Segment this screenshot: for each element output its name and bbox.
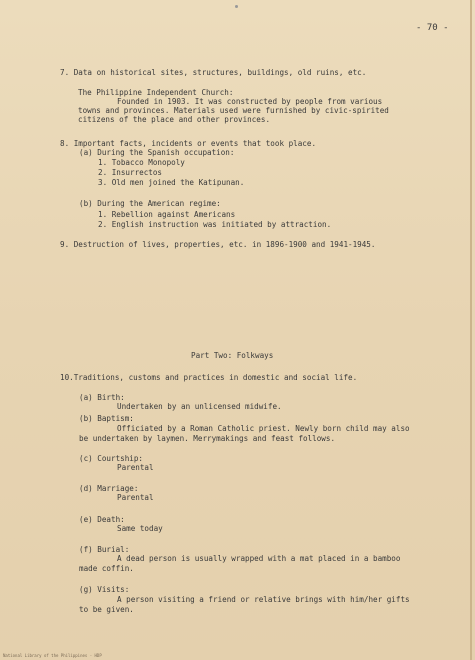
church-line-3: citizens of the place and other provinces. (78, 115, 271, 124)
death-label: (e) Death: (79, 515, 125, 524)
section-7-heading: 7. Data on historical sites, structures, buildings, old ruins, etc. (60, 68, 367, 77)
part-two-heading: Part Two: Folkways (191, 351, 274, 360)
section-10-heading: 10.Traditions, customs and practices in domestic and social life. (60, 373, 358, 382)
church-line-1: Founded in 1903. It was constructed by people from various (117, 97, 383, 106)
death-text: Same today (117, 524, 163, 533)
church-line-2: towns and provinces. Materials used were furnished by civic-spirited (78, 106, 389, 115)
section-9-heading: 9. Destruction of lives, properties, etc. in 1896-1900 and 1941-1945. (60, 240, 376, 249)
courtship-text: Parental (117, 463, 154, 472)
american-item-2: 2. English instruction was initiated by attraction. (98, 220, 332, 229)
visits-label: (g) Visits: (79, 585, 130, 594)
american-regime-heading: (b) During the American regime: (79, 199, 221, 208)
burial-label: (f) Burial: (79, 545, 130, 554)
visits-text-2: to be given. (79, 605, 134, 614)
baptism-text-1: Officiated by a Roman Catholic priest. Newly born child may also (117, 424, 410, 433)
marriage-label: (d) Marriage: (79, 484, 139, 493)
page-number: - 70 - (416, 23, 449, 33)
spanish-item-3: 3. Old men joined the Katipunan. (98, 178, 245, 187)
punch-hole (235, 5, 238, 8)
baptism-label: (b) Baptism: (79, 414, 134, 423)
church-title: The Philippine Independent Church: (78, 88, 234, 97)
burial-text-1: A dead person is usually wrapped with a mat placed in a bamboo (117, 554, 401, 563)
birth-label: (a) Birth: (79, 393, 125, 402)
section-8-heading: 8. Important facts, incidents or events that took place. (60, 139, 317, 148)
marriage-text: Parental (117, 493, 154, 502)
spanish-item-2: 2. Insurrectos (98, 168, 163, 177)
birth-text: Undertaken by an unlicensed midwife. (117, 402, 282, 411)
american-item-1: 1. Rebellion against Americans (98, 210, 236, 219)
courtship-label: (c) Courtship: (79, 454, 144, 463)
page-edge (470, 0, 472, 660)
visits-text-1: A person visiting a friend or relative brings with him/her gifts (117, 595, 410, 604)
burial-text-2: made coffin. (79, 564, 134, 573)
baptism-text-2: be undertaken by laymen. Merrymakings and feast follows. (79, 434, 336, 443)
spanish-item-1: 1. Tobacco Monopoly (98, 158, 185, 167)
spanish-occupation-heading: (a) During the Spanish occupation: (79, 148, 235, 157)
archive-footer: National Library of the Philippines · HDP (3, 653, 102, 658)
